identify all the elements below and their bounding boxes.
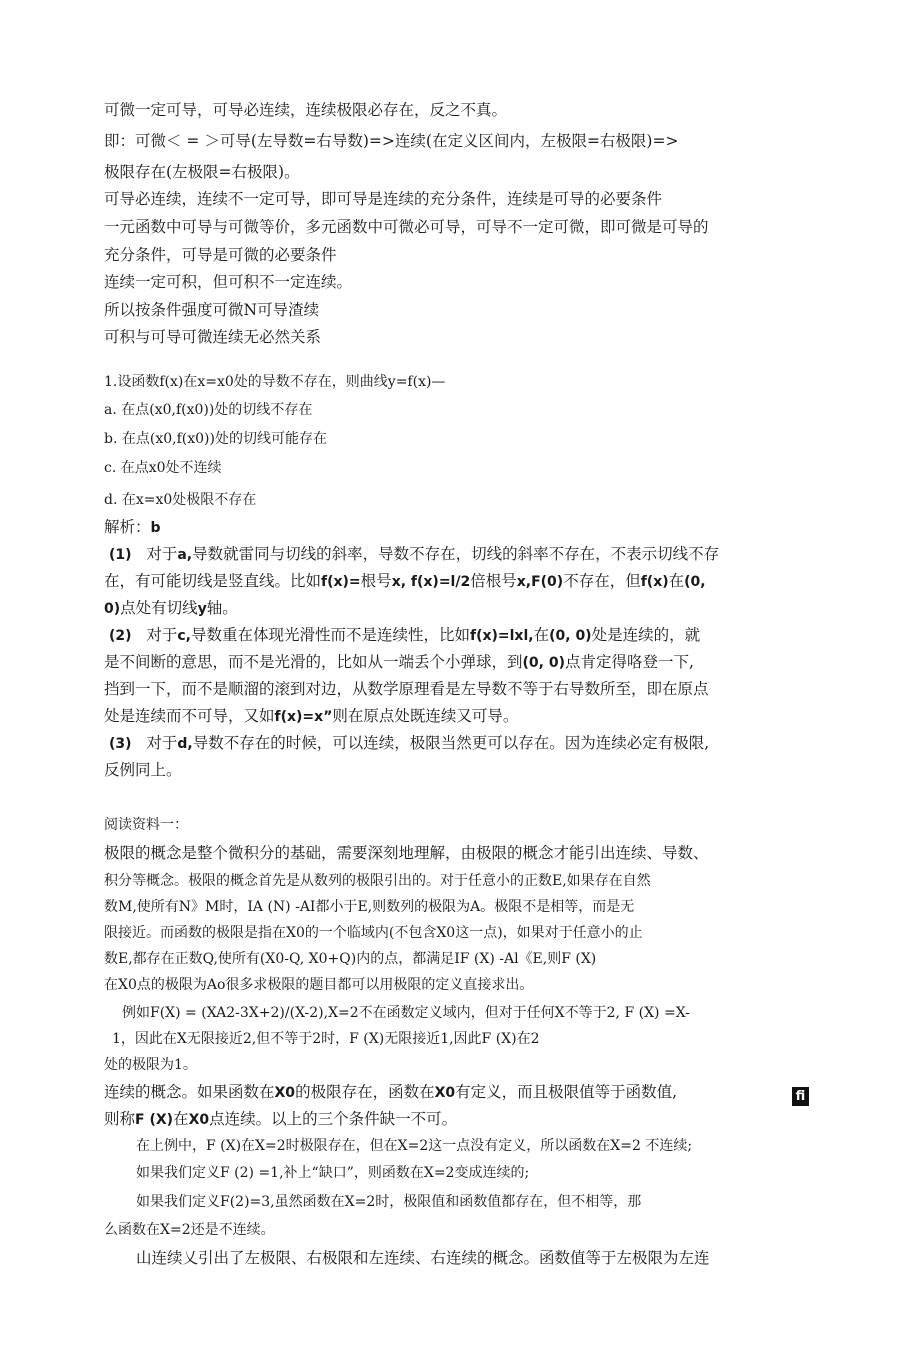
text-span: X0 bbox=[434, 1085, 456, 1101]
explanation-1-line-1 bbox=[109, 544, 719, 565]
text-span: 点处有切线 bbox=[120, 599, 198, 617]
text-line: 数E,都存在正数Q,使所有(X0-Q, X0+Q)内的点，都满足IF (X) -Al《E,则F (X) bbox=[104, 951, 597, 967]
text-span: 不存在，但 bbox=[563, 572, 641, 590]
text-line: 在上例中，F (X)在X=2时极限存在，但在X=2这一点没有定义，所以函数在X=2 不连续; bbox=[136, 1138, 693, 1154]
text-span: 根号 bbox=[360, 572, 392, 590]
text-span: 轴。 bbox=[206, 599, 238, 617]
explanation-2-line-2 bbox=[104, 652, 694, 673]
text-line: 么函数在X=2还是不连续。 bbox=[104, 1222, 275, 1238]
text-line: 限接近。而函数的极限是指在X0的一个临域内(不包含X0这一点)，如果对于任意小的止 bbox=[104, 925, 643, 941]
text-line: 如果我们定义F (2) =1,补上“缺口”，则函数在X=2变成连续的; bbox=[136, 1165, 530, 1181]
text-line: 极限的概念是整个微积分的基础，需要深刻地理解，由极限的概念才能引出连续、导数、 bbox=[104, 844, 709, 862]
text-span: x,F(0) bbox=[516, 574, 564, 590]
item-number: (1) bbox=[109, 547, 132, 563]
reading-title: 阅读资料一： bbox=[104, 817, 188, 833]
option-d: d. 在x=x0处极限不存在 bbox=[104, 492, 257, 508]
continuity-line-1 bbox=[104, 1082, 677, 1103]
explanation-3-line-1 bbox=[109, 733, 709, 754]
text-span: f(x) bbox=[640, 574, 669, 590]
text-line: 即：可微＜ = ＞可导(左导数=右导数)=>连续(在定义区间内，左极限=右极限)=> bbox=[104, 132, 679, 150]
text-line: 可积与可导可微连续无必然关系 bbox=[104, 328, 322, 346]
text-line: 1，因此在X无限接近2,但不等于2时，F (X)无限接近1,因此F (X)在2 bbox=[112, 1031, 540, 1047]
text-span: 在，有可能切线是竖直线。比如 bbox=[104, 572, 322, 590]
explanation-2-line-3: 挡到一下，而不是顺溜的滚到对边，从数学原理看是左导数不等于右导数所至，即在原点 bbox=[104, 680, 709, 698]
text-line: 极限存在(左极限=右极限)。 bbox=[104, 163, 300, 181]
text-span: x, f(x)=l/2 bbox=[391, 574, 471, 590]
text-span: 处是连续的，就 bbox=[591, 626, 701, 644]
text-span: 导数重在体现光滑性而不是连续性，比如 bbox=[190, 626, 470, 644]
text-span: a, bbox=[177, 547, 193, 563]
text-span: 连续的概念。如果函数在 bbox=[104, 1083, 275, 1101]
text-span: 导数不存在的时候，可以连续，极限当然更可以存在。因为连续必定有极限, bbox=[192, 734, 710, 752]
text-line: 处的极限为1。 bbox=[104, 1057, 197, 1073]
text-line: 如果我们定义F(2)=3,虽然函数在X=2时，极限值和函数值都存在，但不相等，那 bbox=[136, 1194, 642, 1210]
text-line: 山连续乂引出了左极限、右极限和左连续、右连续的概念。函数值等于左极限为左连 bbox=[136, 1249, 710, 1267]
fi-glyph-badge: fi bbox=[792, 1087, 809, 1106]
explanation-2-line-4 bbox=[104, 706, 518, 727]
text-line: 数M,使所有N》M时，IA (N) -AI都小于E,则数列的极限为A。极限不是相等，而是无 bbox=[104, 899, 635, 915]
text-span: 则称 bbox=[104, 1110, 136, 1128]
text-line: 在X0点的极限为Ao很多求极限的题目都可以用极限的定义直接求出。 bbox=[104, 977, 534, 993]
text-span: 对于 bbox=[146, 734, 178, 752]
text-span: 对于 bbox=[146, 545, 178, 563]
text-span: 点肯定得咯登一下, bbox=[565, 653, 694, 671]
text-span: f(x)= bbox=[321, 574, 361, 590]
text-span: 0) bbox=[104, 601, 121, 617]
text-line: 充分条件，可导是可微的必要条件 bbox=[104, 246, 337, 264]
text-span: F (X) bbox=[135, 1112, 174, 1128]
answer-value: b bbox=[150, 520, 161, 536]
text-span: f(x)=lxl, bbox=[469, 628, 534, 644]
text-span: X0 bbox=[188, 1112, 210, 1128]
text-line: 积分等概念。极限的概念首先是从数列的极限引出的。对于任意小的正数E,如果存在自然 bbox=[104, 873, 651, 889]
answer-label: 解析： bbox=[104, 518, 151, 536]
explanation-1-line-2 bbox=[104, 571, 706, 592]
text-span: 在 bbox=[533, 626, 550, 644]
option-c: c. 在点x0处不连续 bbox=[104, 460, 222, 476]
text-span: 的极限存在，函数在 bbox=[295, 1083, 435, 1101]
text-span: 有定义，而且极限值等于函数值, bbox=[455, 1083, 678, 1101]
text-span: (0, 0) bbox=[549, 628, 592, 644]
explanation-1-line-3 bbox=[104, 598, 238, 619]
text-span: 对于 bbox=[146, 626, 178, 644]
text-span: c, bbox=[177, 628, 191, 644]
text-span: f(x)=x” bbox=[274, 709, 333, 725]
continuity-line-2 bbox=[104, 1109, 457, 1130]
text-span: (0, 0) bbox=[522, 655, 565, 671]
text-span: 点连续。以上的三个条件缺一不可。 bbox=[209, 1110, 458, 1128]
text-line: 连续一定可积，但可积不一定连续。 bbox=[104, 273, 353, 291]
text-span: X0 bbox=[274, 1085, 296, 1101]
text-span: y bbox=[197, 601, 207, 617]
text-line: 例如F(X) = (XA2-3X+2)/(X-2),X=2不在函数定义域内，但对于任何X不等于2, F (X) =X- bbox=[122, 1005, 690, 1021]
text-line: 一元函数中可导与可微等价，多元函数中可微必可导，可导不一定可微，即可微是可导的 bbox=[104, 218, 709, 236]
answer-line bbox=[104, 517, 161, 538]
option-a: a. 在点(x0,f(x0))处的切线不存在 bbox=[104, 402, 313, 418]
question-stem: 1.设函数f(x)在x=x0处的导数不存在，则曲线y=f(x)— bbox=[104, 374, 446, 390]
text-line: 可导必连续，连续不一定可导，即可导是连续的充分条件，连续是可导的必要条件 bbox=[104, 190, 663, 208]
text-span: 则在原点处既连续又可导。 bbox=[332, 707, 519, 725]
text-span: 倍根号 bbox=[470, 572, 517, 590]
text-line: 所以按条件强度可微N可导渣续 bbox=[104, 301, 320, 319]
explanation-2-line-1 bbox=[109, 625, 700, 646]
text-span: 导数就雷同与切线的斜率，导数不存在，切线的斜率不存在，不表示切线不存 bbox=[192, 545, 720, 563]
text-span: 在 bbox=[668, 572, 685, 590]
explanation-3-line-2: 反例同上。 bbox=[104, 761, 182, 779]
text-span: 处是连续而不可导，又如 bbox=[104, 707, 275, 725]
text-span: (0, bbox=[684, 574, 706, 590]
text-span: d, bbox=[177, 736, 193, 752]
item-number: (2) bbox=[109, 628, 132, 644]
text-span: 在 bbox=[173, 1110, 189, 1128]
text-line: 可微一定可导，可导必连续，连续极限必存在，反之不真。 bbox=[104, 101, 508, 119]
item-number: (3) bbox=[109, 736, 132, 752]
text-span: 是不间断的意思，而不是光滑的，比如从一端丢个小弹球，到 bbox=[104, 653, 523, 671]
option-b: b. 在点(x0,f(x0))处的切线可能存在 bbox=[104, 431, 327, 447]
